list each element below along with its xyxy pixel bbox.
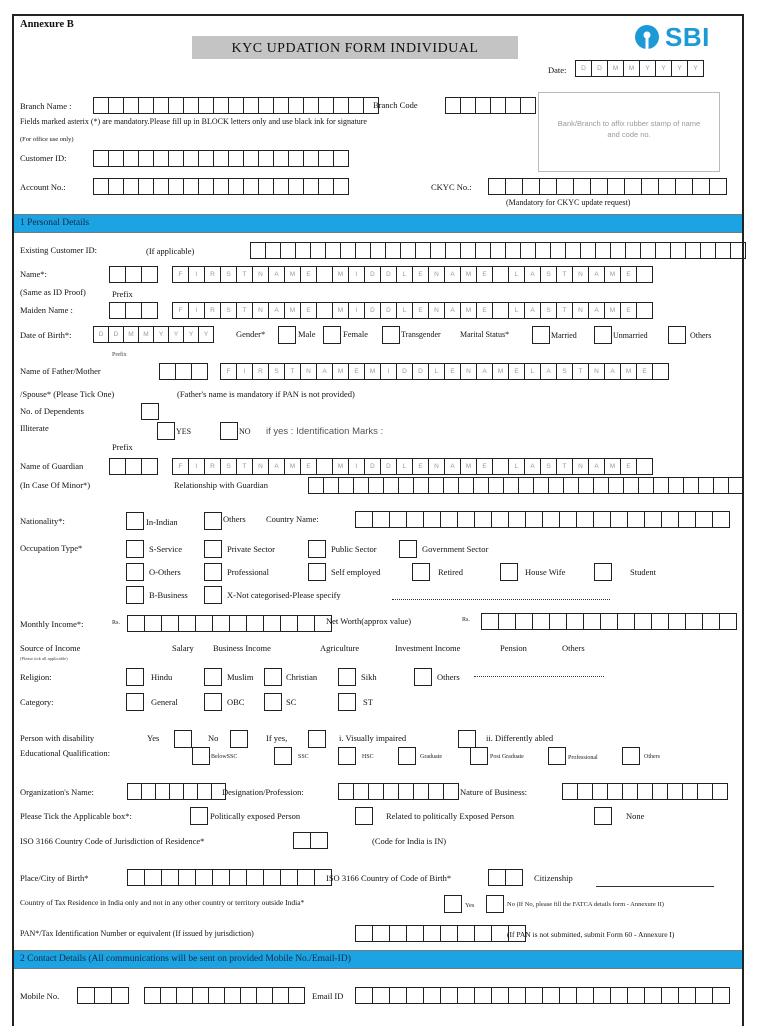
occupation-public-label: Public Sector bbox=[331, 544, 377, 554]
marital-married-checkbox[interactable] bbox=[532, 326, 550, 344]
dependents-label: No. of Dependents bbox=[20, 406, 84, 416]
visually-impaired-label: i. Visually impaired bbox=[339, 733, 407, 743]
country-name-input[interactable] bbox=[355, 511, 729, 528]
citizenship-input[interactable] bbox=[596, 885, 714, 887]
ckyc-note: (Mandatory for CKYC update request) bbox=[506, 198, 631, 207]
education-post-graduate-label: Post Graduate bbox=[490, 754, 524, 760]
pan-note: (If PAN is not submitted, submit Form 60 - Annexure I) bbox=[507, 930, 675, 939]
dob-label: Date of Birth*: bbox=[20, 330, 72, 340]
form-title-bar bbox=[192, 36, 518, 59]
occupation-student-label: Student bbox=[630, 567, 656, 577]
religion-sikh-checkbox[interactable] bbox=[338, 668, 356, 686]
illiterate-yes-checkbox[interactable] bbox=[157, 422, 175, 440]
existing-customer-label: Existing Customer ID: bbox=[20, 245, 97, 255]
spouse-label: /Spouse* (Please Tick One) bbox=[20, 389, 115, 399]
designation-label: Designation/Profession: bbox=[222, 787, 304, 797]
religion-hindu-checkbox[interactable] bbox=[126, 668, 144, 686]
pep-none-label: None bbox=[626, 811, 645, 821]
occupation-housewife-checkbox[interactable] bbox=[500, 563, 518, 581]
section-2-title: 2 Contact Details (All communications will be sent on provided Mobile No./Email-ID) bbox=[20, 954, 351, 964]
email-input[interactable] bbox=[355, 987, 729, 1004]
illiterate-label: Illiterate bbox=[20, 423, 49, 433]
branch-code-input[interactable] bbox=[445, 97, 535, 114]
iso-residence-input[interactable] bbox=[293, 832, 327, 849]
disability-yes-checkbox[interactable] bbox=[174, 730, 192, 748]
instructions-text: Fields marked asterix (*) are mandatory.Please fill up in BLOCK letters only and use black ink for signature bbox=[20, 117, 367, 126]
education-hsc-label: HSC bbox=[362, 754, 374, 760]
guardian-prefix-input[interactable] bbox=[109, 458, 157, 475]
income-agriculture: Agriculture bbox=[320, 643, 360, 653]
disability-no-checkbox[interactable] bbox=[230, 730, 248, 748]
dependents-input[interactable] bbox=[141, 403, 158, 420]
pan-input[interactable] bbox=[355, 925, 525, 942]
occupation-not-categorised-checkbox[interactable] bbox=[204, 586, 222, 604]
category-label: Category: bbox=[20, 697, 54, 707]
relationship-label: Relationship with Guardian bbox=[174, 480, 268, 490]
nationality-indian-checkbox[interactable] bbox=[126, 512, 144, 530]
tick-all-note: (Please tick all applicable) bbox=[20, 656, 68, 661]
disability-no-label: No bbox=[208, 733, 219, 743]
occupation-private-label: Private Sector bbox=[227, 544, 275, 554]
disability-label: Person with disability bbox=[20, 733, 95, 743]
education-graduate-label: Graduate bbox=[420, 754, 442, 760]
education-below-ssc-checkbox[interactable] bbox=[192, 747, 210, 765]
gender-transgender-label: Transgender bbox=[401, 330, 441, 339]
religion-christian-label: Christian bbox=[286, 672, 318, 682]
tax-residence-no-checkbox[interactable] bbox=[486, 895, 504, 913]
religion-sikh-label: Sikh bbox=[361, 672, 377, 682]
occupation-private-checkbox[interactable] bbox=[204, 540, 222, 558]
code-india-note: (Code for India is IN) bbox=[372, 836, 447, 846]
occupation-business-checkbox[interactable] bbox=[126, 586, 144, 604]
occupation-housewife-label: House Wife bbox=[525, 567, 566, 577]
education-post-graduate-checkbox[interactable] bbox=[470, 747, 488, 765]
religion-others-label: Others bbox=[437, 672, 460, 682]
father-prefix-input[interactable] bbox=[159, 363, 207, 380]
monthly-income-rs: Rs. bbox=[112, 620, 120, 626]
education-hsc-checkbox[interactable] bbox=[338, 747, 356, 765]
category-st-checkbox[interactable] bbox=[338, 693, 356, 711]
business-nature-label: Nature of Business: bbox=[460, 787, 528, 797]
illiterate-yes-label: YES bbox=[176, 427, 192, 436]
existing-customer-input[interactable] bbox=[250, 242, 745, 259]
sbi-logo-text: SBI bbox=[665, 22, 710, 52]
guardian-name-label: Name of Guardian bbox=[20, 461, 84, 471]
organization-input[interactable] bbox=[127, 783, 225, 800]
tax-residence-label: Country of Tax Residence in India only and not in any other country or territory outside India* bbox=[20, 898, 305, 907]
marital-status-label: Marital Status* bbox=[460, 330, 510, 339]
category-obc-checkbox[interactable] bbox=[204, 693, 222, 711]
gender-male-label: Male bbox=[298, 329, 316, 339]
category-sc-label: SC bbox=[286, 697, 297, 707]
income-investment: Investment Income bbox=[395, 643, 461, 653]
mobile-label: Mobile No. bbox=[20, 991, 60, 1001]
maiden-name-label: Maiden Name : bbox=[20, 305, 73, 315]
marital-married-label: Married bbox=[551, 331, 577, 340]
annexure-label: Annexure B bbox=[20, 19, 74, 30]
occupation-self-employed-label: Self employed bbox=[331, 567, 381, 577]
mobile-number-input[interactable] bbox=[144, 987, 304, 1004]
religion-others-line[interactable] bbox=[474, 675, 604, 677]
occupation-service-label: S-Service bbox=[149, 544, 183, 554]
occupation-not-categorised-label: X-Not categorised-Please specify bbox=[227, 590, 341, 600]
prefix-label: Prefix bbox=[112, 289, 133, 299]
net-worth-input[interactable] bbox=[481, 613, 736, 630]
religion-muslim-checkbox[interactable] bbox=[204, 668, 222, 686]
if-yes-label: If yes, bbox=[266, 733, 288, 743]
occupation-government-label: Government Sector bbox=[422, 544, 489, 554]
same-as-id-note: (Same as ID Proof) bbox=[20, 287, 86, 297]
category-general-checkbox[interactable] bbox=[126, 693, 144, 711]
occupation-others-checkbox[interactable] bbox=[126, 563, 144, 581]
if-applicable-note: (If applicable) bbox=[146, 246, 195, 256]
marital-unmarried-label: Unmarried bbox=[613, 331, 648, 340]
customer-id-label: Customer ID: bbox=[20, 153, 67, 163]
disability-yes-label: Yes bbox=[147, 733, 160, 743]
dob-input[interactable]: D D M M Y Y Y Y bbox=[93, 326, 213, 343]
education-professional-label: Professional bbox=[568, 755, 598, 761]
tax-residence-no-label: No (If No, please fill the FATCA details form - Annexure II) bbox=[507, 901, 664, 908]
education-ssc-label: SSC bbox=[298, 754, 309, 760]
pan-label: PAN*/Tax Identification Number or equivalent (If issued by jurisdiction) bbox=[20, 929, 254, 938]
religion-label: Religion: bbox=[20, 672, 52, 682]
net-worth-rs: Rs. bbox=[462, 617, 470, 623]
occupation-retired-label: Retired bbox=[438, 567, 464, 577]
marital-others-checkbox[interactable] bbox=[668, 326, 686, 344]
form-title: KYC UPDATION FORM INDIVIDUAL bbox=[231, 41, 479, 56]
name-label: Name*: bbox=[20, 269, 47, 279]
tax-residence-yes-checkbox[interactable] bbox=[444, 895, 462, 913]
maiden-name-input[interactable]: F I R S T N A M E M I D D L E N A M E L A S T N A M E bbox=[172, 302, 652, 319]
date-input[interactable]: D D M M Y Y Y Y bbox=[575, 60, 703, 77]
income-salary: Salary bbox=[172, 643, 194, 653]
religion-christian-checkbox[interactable] bbox=[264, 668, 282, 686]
marital-unmarried-checkbox[interactable] bbox=[594, 326, 612, 344]
sbi-logo-icon bbox=[634, 24, 660, 50]
organization-label: Organization's Name: bbox=[20, 787, 94, 797]
occupation-service-checkbox[interactable] bbox=[126, 540, 144, 558]
category-general-label: General bbox=[151, 697, 178, 707]
income-others: Others bbox=[562, 643, 585, 653]
email-label: Email ID bbox=[312, 991, 344, 1001]
pep-label: Politically exposed Person bbox=[210, 811, 301, 821]
citizenship-label: Citizenship bbox=[534, 873, 573, 883]
branch-name-label: Branch Name : bbox=[20, 101, 72, 111]
religion-others-checkbox[interactable] bbox=[414, 668, 432, 686]
disability-abled-checkbox[interactable] bbox=[458, 730, 476, 748]
differently-abled-label: ii. Differently abled bbox=[486, 733, 554, 743]
education-label: Educational Qualification: bbox=[20, 748, 110, 758]
occupation-professional-checkbox[interactable] bbox=[204, 563, 222, 581]
customer-id-input[interactable] bbox=[93, 150, 348, 167]
tax-residence-yes-label: Yes bbox=[465, 902, 475, 909]
stamp-text: Bank/Branch to affix rubber stamp of name and code no. bbox=[557, 119, 701, 139]
income-pension: Pension bbox=[500, 643, 527, 653]
prefix-label-dob: Prefix bbox=[112, 352, 127, 358]
guardian-name-input[interactable]: F I R S T N A M E M I D D L E N A M E L A S T N A M E bbox=[172, 458, 652, 475]
section-contact-details bbox=[14, 950, 742, 969]
ckyc-input[interactable] bbox=[488, 178, 726, 195]
name-prefix-input[interactable] bbox=[109, 266, 157, 283]
account-no-input[interactable] bbox=[93, 178, 348, 195]
kyc-form-page bbox=[12, 14, 744, 1026]
branch-code-label: Branch Code bbox=[373, 100, 418, 110]
nationality-others-checkbox[interactable] bbox=[204, 512, 222, 530]
religion-hindu-label: Hindu bbox=[151, 672, 173, 682]
occupation-others-label: O-Others bbox=[149, 567, 181, 577]
occupation-public-checkbox[interactable] bbox=[308, 540, 326, 558]
pep-checkbox[interactable] bbox=[190, 807, 208, 825]
category-st-label: ST bbox=[363, 697, 373, 707]
mobile-country-code-input[interactable] bbox=[77, 987, 128, 1004]
place-of-birth-input[interactable] bbox=[127, 869, 331, 886]
monthly-income-input[interactable] bbox=[127, 615, 331, 632]
education-others-checkbox[interactable] bbox=[622, 747, 640, 765]
gender-female-checkbox[interactable] bbox=[323, 326, 341, 344]
nationality-others-label: Others bbox=[223, 514, 246, 524]
maiden-prefix-input[interactable] bbox=[109, 302, 157, 319]
section-1-title: 1 Personal Details bbox=[20, 218, 90, 228]
branch-name-input[interactable] bbox=[93, 97, 378, 114]
category-obc-label: OBC bbox=[227, 697, 245, 707]
designation-input[interactable] bbox=[338, 783, 458, 800]
place-of-birth-label: Place/City of Birth* bbox=[20, 873, 89, 883]
related-pep-label: Related to politically Exposed Person bbox=[386, 811, 514, 821]
nationality-indian-label: In-Indian bbox=[146, 517, 178, 527]
father-name-input[interactable]: F I R S T N A M E M I D D L E N A M E L A S T N A M E bbox=[220, 363, 668, 380]
gender-label: Gender* bbox=[236, 329, 266, 339]
occupation-label: Occupation Type* bbox=[20, 543, 83, 553]
account-no-label: Account No.: bbox=[20, 182, 66, 192]
occupation-retired-checkbox[interactable] bbox=[412, 563, 430, 581]
occupation-student-checkbox[interactable] bbox=[594, 563, 612, 581]
disability-visual-checkbox[interactable] bbox=[308, 730, 326, 748]
tick-applicable-label: Please Tick the Applicable box*: bbox=[20, 811, 132, 821]
education-others-label: Others bbox=[644, 754, 660, 760]
illiterate-no-label: NO bbox=[239, 427, 251, 436]
education-below-ssc-label: BelowSSC bbox=[211, 754, 238, 760]
education-professional-checkbox[interactable] bbox=[548, 747, 566, 765]
father-name-label: Name of Father/Mother bbox=[20, 366, 101, 376]
name-input[interactable]: F I R S T N A M E M I D D L E N A M E L A S T N A M E bbox=[172, 266, 652, 283]
marital-others-label: Others bbox=[690, 331, 712, 340]
pep-none-checkbox[interactable] bbox=[594, 807, 612, 825]
business-nature-input[interactable] bbox=[562, 783, 727, 800]
monthly-income-label: Monthly Income*: bbox=[20, 619, 84, 629]
minor-note: (In Case Of Minor*) bbox=[20, 480, 91, 490]
occupation-specify-line[interactable] bbox=[392, 598, 610, 600]
source-of-income-label: Source of Income bbox=[20, 643, 81, 653]
nationality-label: Nationality*: bbox=[20, 516, 65, 526]
country-name-label: Country Name: bbox=[266, 514, 319, 524]
ckyc-label: CKYC No.: bbox=[431, 182, 472, 192]
occupation-professional-label: Professional bbox=[227, 567, 270, 577]
related-pep-checkbox[interactable] bbox=[355, 807, 373, 825]
office-use-note: (For office use only) bbox=[20, 136, 74, 143]
iso-birth-label: ISO 3166 Country of Code of Birth* bbox=[326, 873, 452, 883]
occupation-self-employed-checkbox[interactable] bbox=[308, 563, 326, 581]
gender-transgender-checkbox[interactable] bbox=[382, 326, 400, 344]
iso-residence-label: ISO 3166 Country Code of Jurisdiction of Residence* bbox=[20, 836, 205, 846]
iso-birth-input[interactable] bbox=[488, 869, 522, 886]
father-mandatory-note: (Father's name is mandatory if PAN is not provided) bbox=[177, 389, 355, 399]
occupation-government-checkbox[interactable] bbox=[399, 540, 417, 558]
sbi-logo bbox=[634, 22, 734, 52]
occupation-business-label: B-Business bbox=[149, 590, 188, 600]
relationship-input[interactable] bbox=[308, 477, 743, 494]
education-ssc-checkbox[interactable] bbox=[274, 747, 292, 765]
net-worth-label: Net Worth(approx value) bbox=[326, 616, 412, 626]
identification-marks-label: if yes : Identification Marks : bbox=[266, 426, 384, 437]
category-sc-checkbox[interactable] bbox=[264, 693, 282, 711]
stamp-box bbox=[538, 92, 720, 172]
education-graduate-checkbox[interactable] bbox=[398, 747, 416, 765]
gender-female-label: Female bbox=[343, 329, 369, 339]
prefix-label-guardian: Prefix bbox=[112, 442, 133, 452]
section-personal-details bbox=[14, 214, 742, 233]
income-business: Business Income bbox=[213, 643, 271, 653]
illiterate-no-checkbox[interactable] bbox=[220, 422, 238, 440]
religion-muslim-label: Muslim bbox=[227, 672, 254, 682]
gender-male-checkbox[interactable] bbox=[278, 326, 296, 344]
date-label: Date: bbox=[548, 65, 567, 75]
